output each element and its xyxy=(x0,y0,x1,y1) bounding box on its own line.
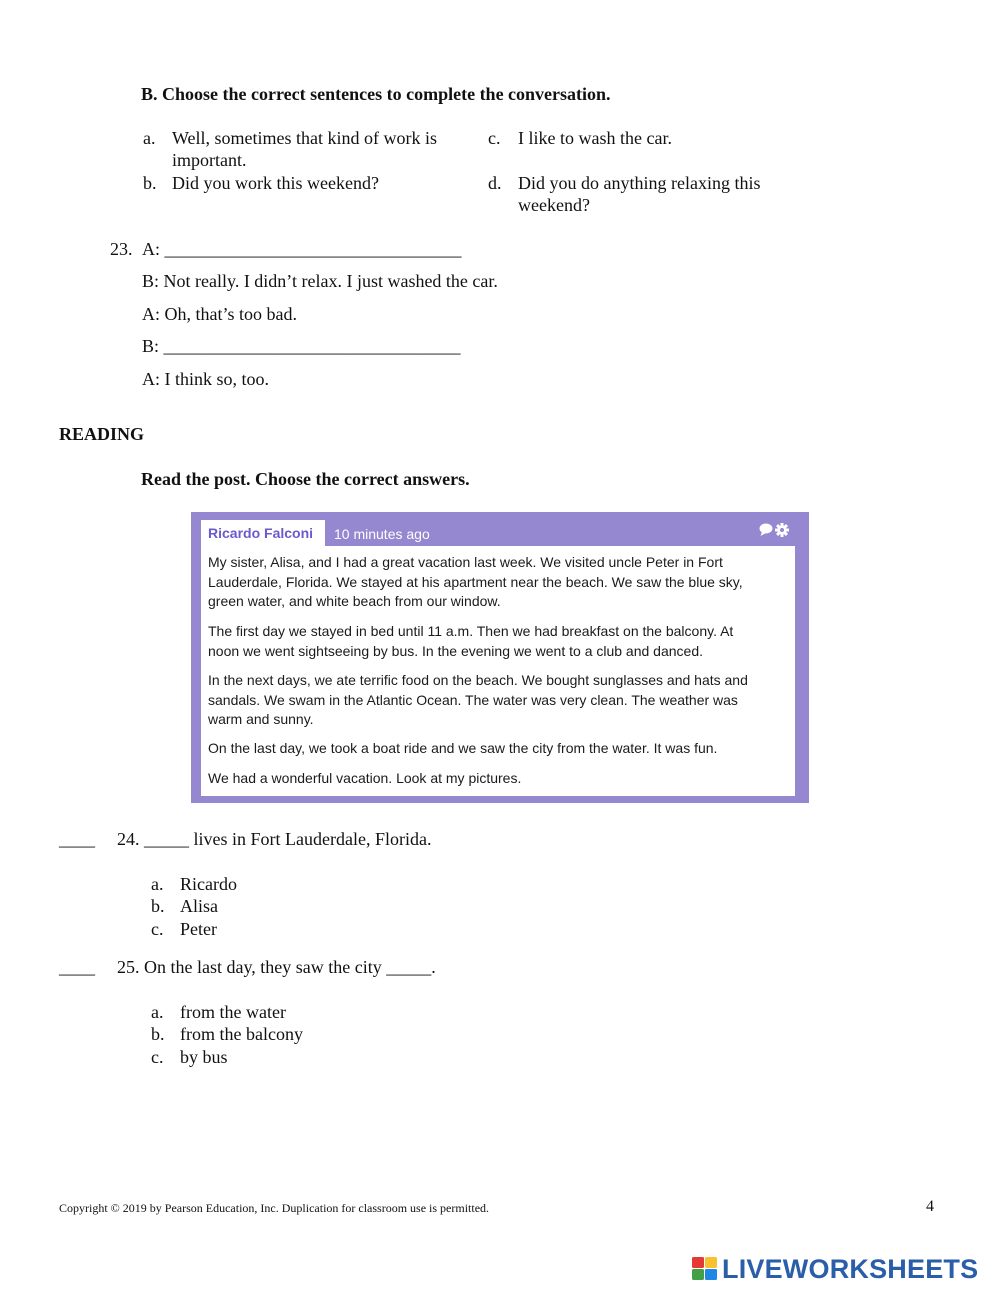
choice-text: from the balcony xyxy=(180,1024,303,1044)
question-number-23: 23. xyxy=(110,239,133,259)
post-author: Ricardo Falconi xyxy=(201,520,325,546)
reading-instruction: Read the post. Choose the correct answers. xyxy=(141,469,470,489)
option-letter: b. xyxy=(143,173,157,193)
conversation-line-1[interactable]: A: _________________________________ xyxy=(142,239,462,259)
choice-text: Peter xyxy=(180,919,217,939)
post-paragraph: We had a wonderful vacation. Look at my pictures. xyxy=(208,770,522,786)
conversation-line-3: A: Oh, that’s too bad. xyxy=(142,304,297,324)
choice-text: Ricardo xyxy=(180,874,237,894)
question-24-stem: 24. _____ lives in Fort Lauderdale, Florida. xyxy=(117,829,432,849)
option-text: Did you work this weekend? xyxy=(172,173,379,193)
post-paragraph: On the last day, we took a boat ride and we saw the city from the water. It was fun. xyxy=(208,740,718,756)
question-25-stem: 25. On the last day, they saw the city _____. xyxy=(117,957,436,977)
post-paragraph: My sister, Alisa, and I had a great vacation last week. We visited uncle Peter in Fort Lauderdale, Florida. We stayed at his apartment near the beach. We saw the blue sky, green water, and white beach from our window. xyxy=(208,554,743,609)
option-d xyxy=(488,172,798,216)
option-letter: c. xyxy=(488,128,501,148)
liveworksheets-logo-icon xyxy=(692,1257,718,1281)
answer-blank-24[interactable]: ____ xyxy=(59,829,95,849)
post-time: 10 minutes ago xyxy=(334,526,430,542)
choice-text: by bus xyxy=(180,1047,228,1067)
choice-letter: a. xyxy=(151,1002,164,1022)
option-letter: d. xyxy=(488,173,502,193)
option-b xyxy=(143,172,473,194)
comment-icon xyxy=(760,524,773,537)
option-a xyxy=(143,127,473,171)
option-text: Did you do anything relaxing this weekend? xyxy=(518,173,761,215)
choice-letter: a. xyxy=(151,874,164,894)
choice-text: from the water xyxy=(180,1002,286,1022)
option-c xyxy=(488,127,798,149)
choice-letter: b. xyxy=(151,896,165,916)
option-letter: a. xyxy=(143,128,156,148)
reading-title: READING xyxy=(59,424,145,444)
section-b-heading: B. Choose the correct sentences to complete the conversation. xyxy=(141,84,611,104)
post-body xyxy=(201,546,795,796)
choice-letter: c. xyxy=(151,919,164,939)
answer-blank-25[interactable]: ____ xyxy=(59,957,95,977)
post-icons xyxy=(758,522,792,538)
post-paragraph: The first day we stayed in bed until 11 a.m. Then we had breakfast on the balcony. At noon we went sightseeing by bus. In the evening we went to a club and danced. xyxy=(208,623,734,659)
copyright-footer: Copyright © 2019 by Pearson Education, Inc. Duplication for classroom use is permitted. xyxy=(59,1201,490,1215)
conversation-line-2: B: Not really. I didn’t relax. I just washed the car. xyxy=(142,271,498,291)
option-text: Well, sometimes that kind of work is important. xyxy=(172,128,438,170)
social-post xyxy=(191,512,809,803)
option-text: I like to wash the car. xyxy=(518,128,672,148)
choice-text: Alisa xyxy=(180,896,218,916)
choice-letter: b. xyxy=(151,1024,165,1044)
gear-icon xyxy=(775,523,789,537)
page-number: 4 xyxy=(926,1198,934,1215)
liveworksheets-logo-text: LIVEWORKSHEETS xyxy=(722,1254,979,1284)
post-paragraph: In the next days, we ate terrific food on the beach. We bought sunglasses and hats and sandals. We swam in the Atlantic Ocean. The water was very clean. The weather was warm and sunny. xyxy=(208,672,748,727)
choice-letter: c. xyxy=(151,1047,164,1067)
conversation-line-5: A: I think so, too. xyxy=(142,369,270,389)
conversation-line-4[interactable]: B: _________________________________ xyxy=(142,336,461,356)
